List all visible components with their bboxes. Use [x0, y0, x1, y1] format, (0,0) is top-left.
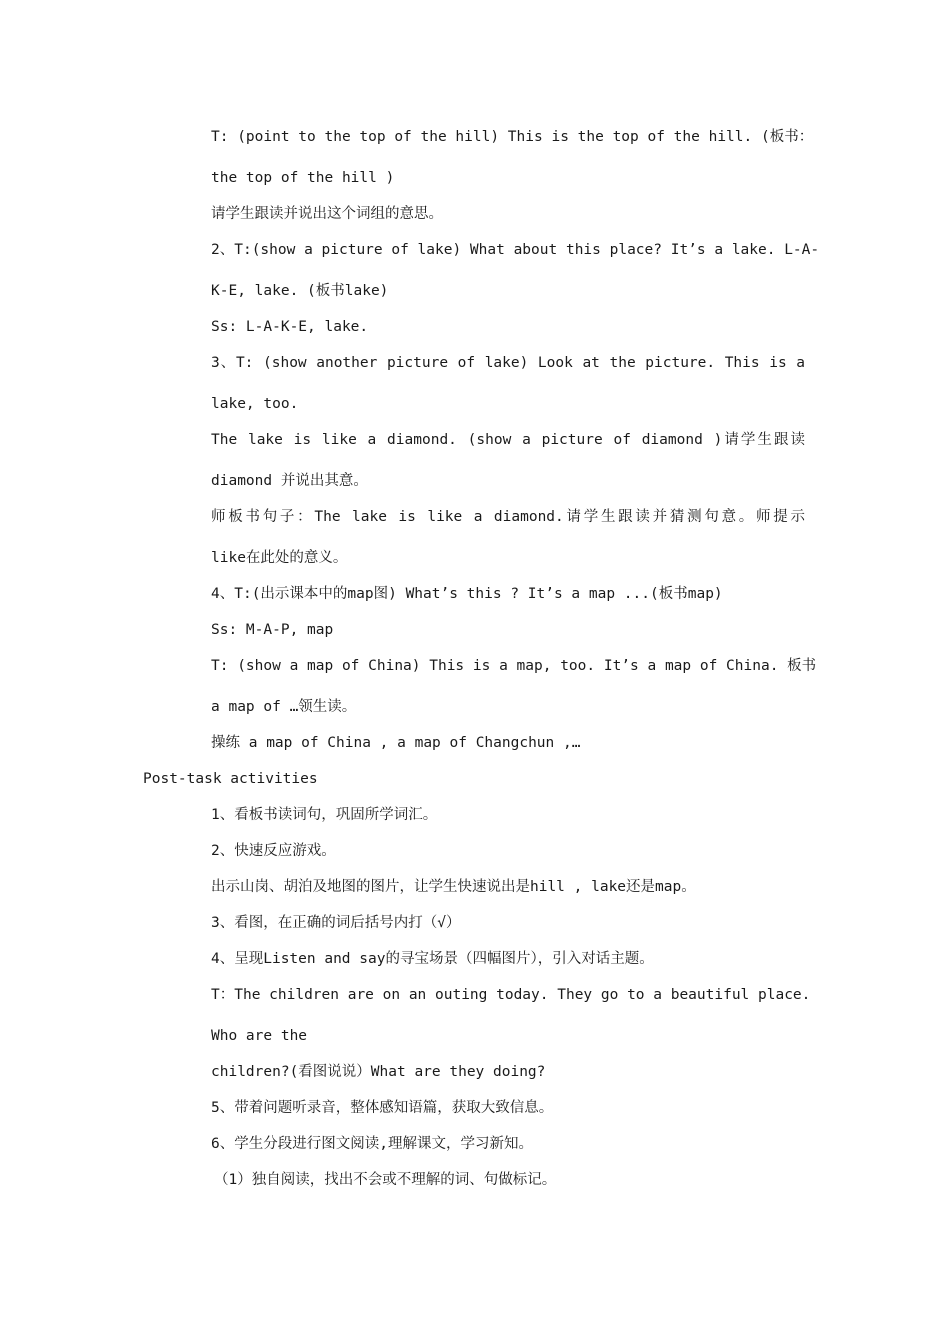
- text-line: 出示山岗、胡泊及地图的图片，让学生快速说出是hill , lake还是map。: [211, 879, 696, 895]
- text-line: 4、呈现Listen and say的寻宝场景（四幅图片），引入对话主题。: [211, 951, 654, 967]
- text-line: a map of …领生读。: [211, 699, 357, 715]
- text-line: 3、看图，在正确的词后括号内打（√）: [211, 915, 461, 931]
- text-line: 2、T:(show a picture of lake) What about this place? It’s a lake. L-A-: [211, 242, 820, 258]
- text-line: 2、快速反应游戏。: [211, 843, 336, 859]
- text-line: 1、看板书读词句，巩固所学词汇。: [211, 807, 438, 823]
- text-line: Ss: L-A-K-E, lake.: [211, 319, 369, 335]
- text-line: 操练 a map of China , a map of Changchun ,…: [211, 735, 581, 751]
- text-line: 6、学生分段进行图文阅读,理解课文，学习新知。: [211, 1136, 533, 1152]
- text-line: 请学生跟读并说出这个词组的意思。: [211, 206, 443, 222]
- text-line: T：The children are on an outing today. They go to a beautiful place.: [211, 987, 811, 1003]
- text-line: children?(看图说说）What are they doing?: [211, 1064, 546, 1080]
- text-line: the top of the hill ): [211, 170, 395, 186]
- text-line: The lake is like a diamond. (show a picture of diamond )请学生跟读: [211, 432, 805, 448]
- text-line: diamond 并说出其意。: [211, 473, 368, 489]
- text-line: 4、T:(出示课本中的map图) What’s this ? It’s a map ...(板书map): [211, 586, 723, 602]
- text-line: K-E, lake. (板书lake): [211, 283, 389, 299]
- text-line: Who are the: [211, 1028, 308, 1044]
- text-line: T: (point to the top of the hill) This is the top of the hill. (板书：: [211, 129, 814, 145]
- text-line: 3、T: (show another picture of lake) Look at the picture. This is a: [211, 355, 805, 371]
- text-line: lake, too.: [211, 396, 299, 412]
- text-line: Ss: M-A-P, map: [211, 622, 334, 638]
- section-heading: Post-task activities: [143, 771, 318, 787]
- text-line: T: (show a map of China) This is a map, too. It’s a map of China. 板书: [211, 658, 817, 674]
- text-line: 5、带着问题听录音，整体感知语篇，获取大致信息。: [211, 1100, 554, 1116]
- text-line: 师板书句子：The lake is like a diamond.请学生跟读并猜测句意。师提示: [211, 509, 805, 525]
- text-line: like在此处的意义。: [211, 550, 348, 566]
- text-line: （1）独自阅读，找出不会或不理解的词、句做标记。: [214, 1172, 557, 1188]
